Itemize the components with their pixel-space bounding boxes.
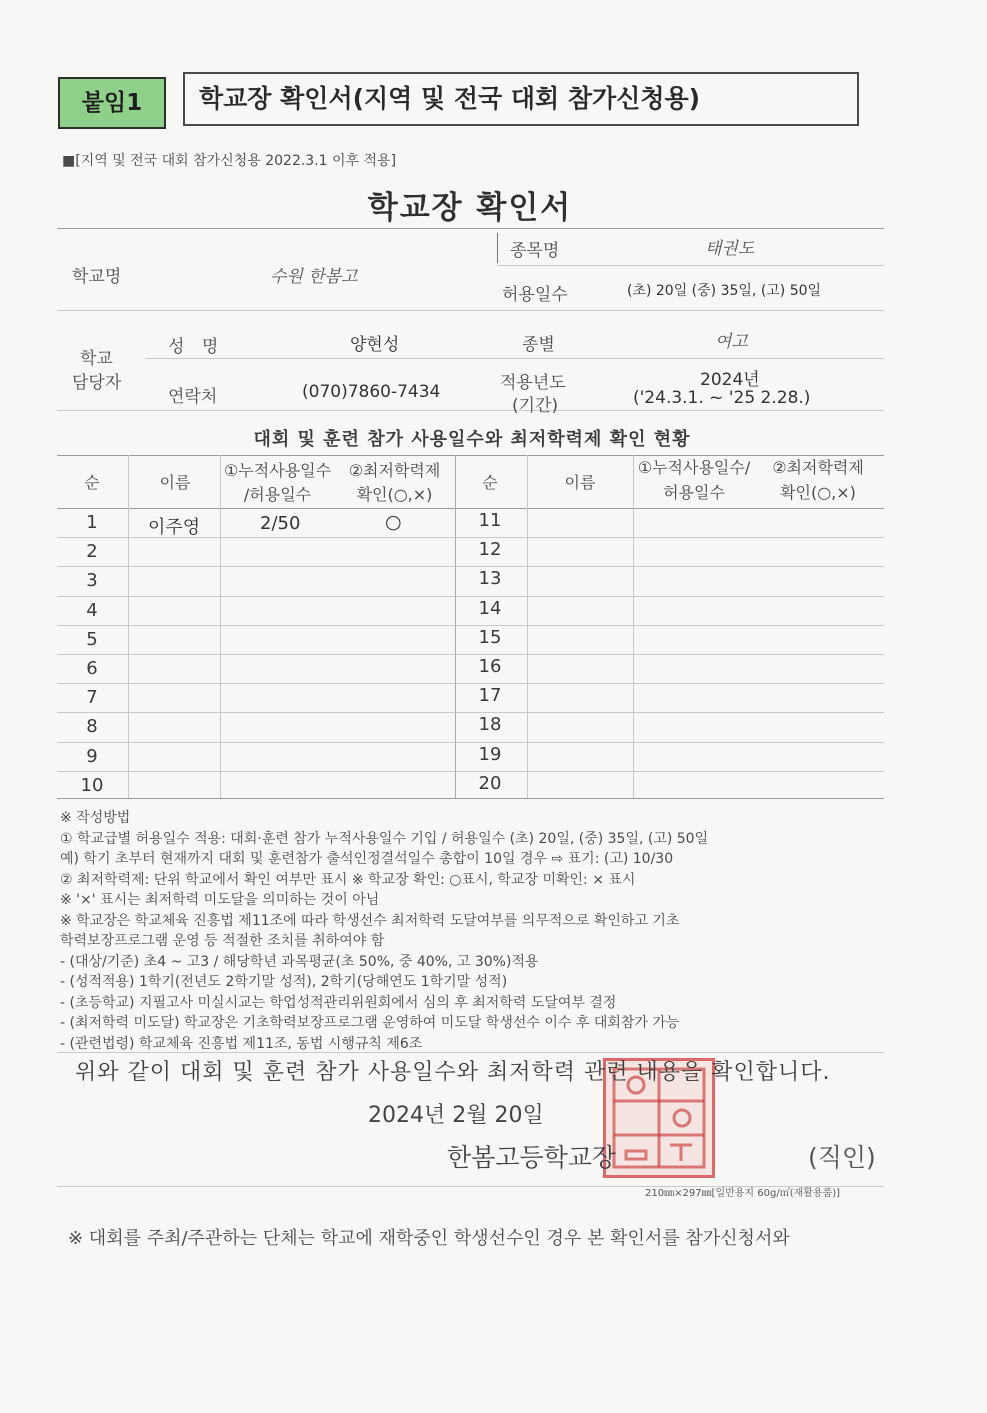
table-row-line [57,654,884,655]
row-number: 17 [478,685,502,706]
info-top-border [57,228,884,229]
col-min-left-line1: ②최저학력제 [348,461,441,480]
table-row-line [57,742,884,743]
category-value: 여고 [715,332,748,352]
allowed-days-value: (초) 20일 (중) 35일, (고) 50일 [627,283,822,299]
col-name-left: 이름 [159,473,191,492]
note-line: - (대상/기준) 초4 ~ 고3 / 해당학년 과목평균(초 50%, 중 40%, 고 30%)적용 [60,953,539,970]
col-min-left-line2: 확인(○,×) [356,485,433,504]
row-number: 3 [86,570,98,591]
row-number: 9 [86,746,98,767]
col-no-right: 순 [482,473,498,492]
table-row-line [57,683,884,684]
school-label: 학교명 [72,267,122,287]
table-col-line [527,455,528,798]
year-value-line2: ('24.3.1. ~ '25 2.28.) [633,388,811,408]
col-days-left-line1: ①누적사용일수 [223,461,332,480]
row-number: 11 [478,510,502,531]
status-title: 대회 및 훈련 참가 사용일수와 최저학력제 확인 현황 [253,429,691,450]
note-line: ① 학교급별 허용일수 적용: 대회·훈련 참가 누적사용일수 기입 / 허용일수 (초) 20일, (중) 35일, (고) 50일 [60,830,709,847]
row-number: 1 [86,512,98,533]
row-number: 15 [478,627,502,648]
row-number: 12 [478,539,502,560]
row-number: 7 [86,687,98,708]
table-col-line [455,455,456,798]
info-divider [497,233,498,263]
table-row-line [57,771,884,772]
row-number: 2 [86,541,98,562]
top-note: ■[지역 및 전국 대회 참가신청용 2022.3.1 이후 적용] [62,153,397,169]
row-number: 14 [478,598,502,619]
row-number: 16 [478,656,502,677]
col-days-left-line2: /허용일수 [243,485,312,504]
table-row-line [57,712,884,713]
row1-days: 2/50 [260,513,301,534]
notes-divider [57,1052,884,1053]
note-line: - (성적적용) 1학기(전년도 2학기말 성적), 2학기(당해연도 1학기말 성적) [60,974,508,990]
attachment-label: 붙임1 [58,77,166,129]
row-number: 8 [86,716,98,737]
col-days-right-line2: 허용일수 [663,483,725,502]
info-line [497,265,884,266]
footer-note: ※ 대회를 주최/주관하는 단체는 학교에 재학중인 학생선수인 경우 본 확인서를 참가신청서와 [68,1228,790,1249]
event-label: 종목명 [510,241,560,261]
table-row-line [57,566,884,567]
seal-label: (직인) [808,1143,876,1172]
col-min-right-line1: ②최저학력제 [772,458,864,477]
note-line: - (최저학력 미도달) 학교장은 기초학력보장프로그램 운영하여 미도달 학생선수 이수 후 대회참가 가능 [60,1015,680,1031]
manager-label-line2: 담당자 [72,373,122,393]
confirmation-date: 2024년 2월 20일 [368,1103,544,1128]
table-col-line [633,455,634,798]
row-number: 6 [86,658,98,679]
row-number: 19 [478,744,502,765]
table-row-line [57,596,884,597]
table-header-border [57,508,884,509]
row1-check: ○ [385,511,402,533]
col-min-right-line2: 확인(○,×) [780,483,856,502]
name-label: 성 명 [168,337,225,357]
note-line: ② 최저학력제: 단위 학교에서 확인 여부만 표시 ※ 학교장 확인: ○표시, 학교장 미확인: × 표시 [60,871,636,888]
contact-value: (070)7860-7434 [302,382,441,402]
note-line: ※ 작성방법 [60,810,131,826]
info-line [145,358,884,359]
document-title: 학교장 확인서 [367,190,573,226]
row-number: 18 [478,714,502,735]
note-line: ※ '×' 표시는 최저학력 미도달을 의미하는 것이 아님 [60,892,380,908]
table-row-line [57,625,884,626]
year-label-line1: 적용년도 [500,373,566,393]
header-title: 학교장 확인서(지역 및 전국 대회 참가신청용) [183,72,859,126]
row-number: 5 [86,629,98,650]
col-no-left: 순 [84,473,100,492]
col-days-right-line1: ①누적사용일수/ [637,458,751,477]
school-value: 수원 한봄고 [270,267,358,287]
paper-spec: 210㎜×297㎜[일반용지 60g/㎡(재활용품)] [645,1188,841,1199]
writing-instructions [60,808,890,1054]
table-bottom-border [57,798,884,799]
table-col-line [128,455,129,798]
info-line [57,410,884,411]
note-line: ※ 학교장은 학교체육 진흥법 제11조에 따라 학생선수 최저학력 도달여부를 의무적으로 확인하고 기초 [60,912,680,929]
event-value: 태권도 [705,239,755,259]
row-number: 4 [86,600,98,621]
info-line [57,310,884,311]
row-number: 10 [80,775,104,796]
note-line: - (관련법령) 학교체육 진흥법 제11조, 동법 시행규칙 제6조 [60,1035,423,1052]
year-value-line1: 2024년 [700,370,760,390]
contact-label: 연락처 [168,387,218,407]
row-number: 20 [478,773,502,794]
note-line: 예) 학기 초부터 현재까지 대회 및 훈련참가 출석인정결석일수 총합이 10일 경우 ⇨ 표기: (고) 10/30 [60,851,674,867]
year-label-line2: (기간) [512,396,559,416]
note-line: - (초등학교) 지필고사 미실시교는 학업성적관리위원회에서 심의 후 최저학력 도달여부 결정 [60,994,617,1011]
row1-name: 이주영 [148,517,201,538]
manager-label-line1: 학교 [80,349,113,369]
note-line: 학력보장프로그램 운영 등 적절한 조치를 취하여야 함 [60,933,385,949]
allowed-days-label: 허용일수 [502,285,568,305]
col-name-right: 이름 [564,473,596,492]
principal-name: 한봄고등학교장 [447,1143,617,1172]
name-value: 양현성 [350,335,400,355]
row-number: 13 [478,568,502,589]
confirmation-text: 위와 같이 대회 및 훈련 참가 사용일수와 최저학력 관련 내용을 확인합니다. [75,1060,831,1085]
category-label: 종별 [522,335,555,355]
